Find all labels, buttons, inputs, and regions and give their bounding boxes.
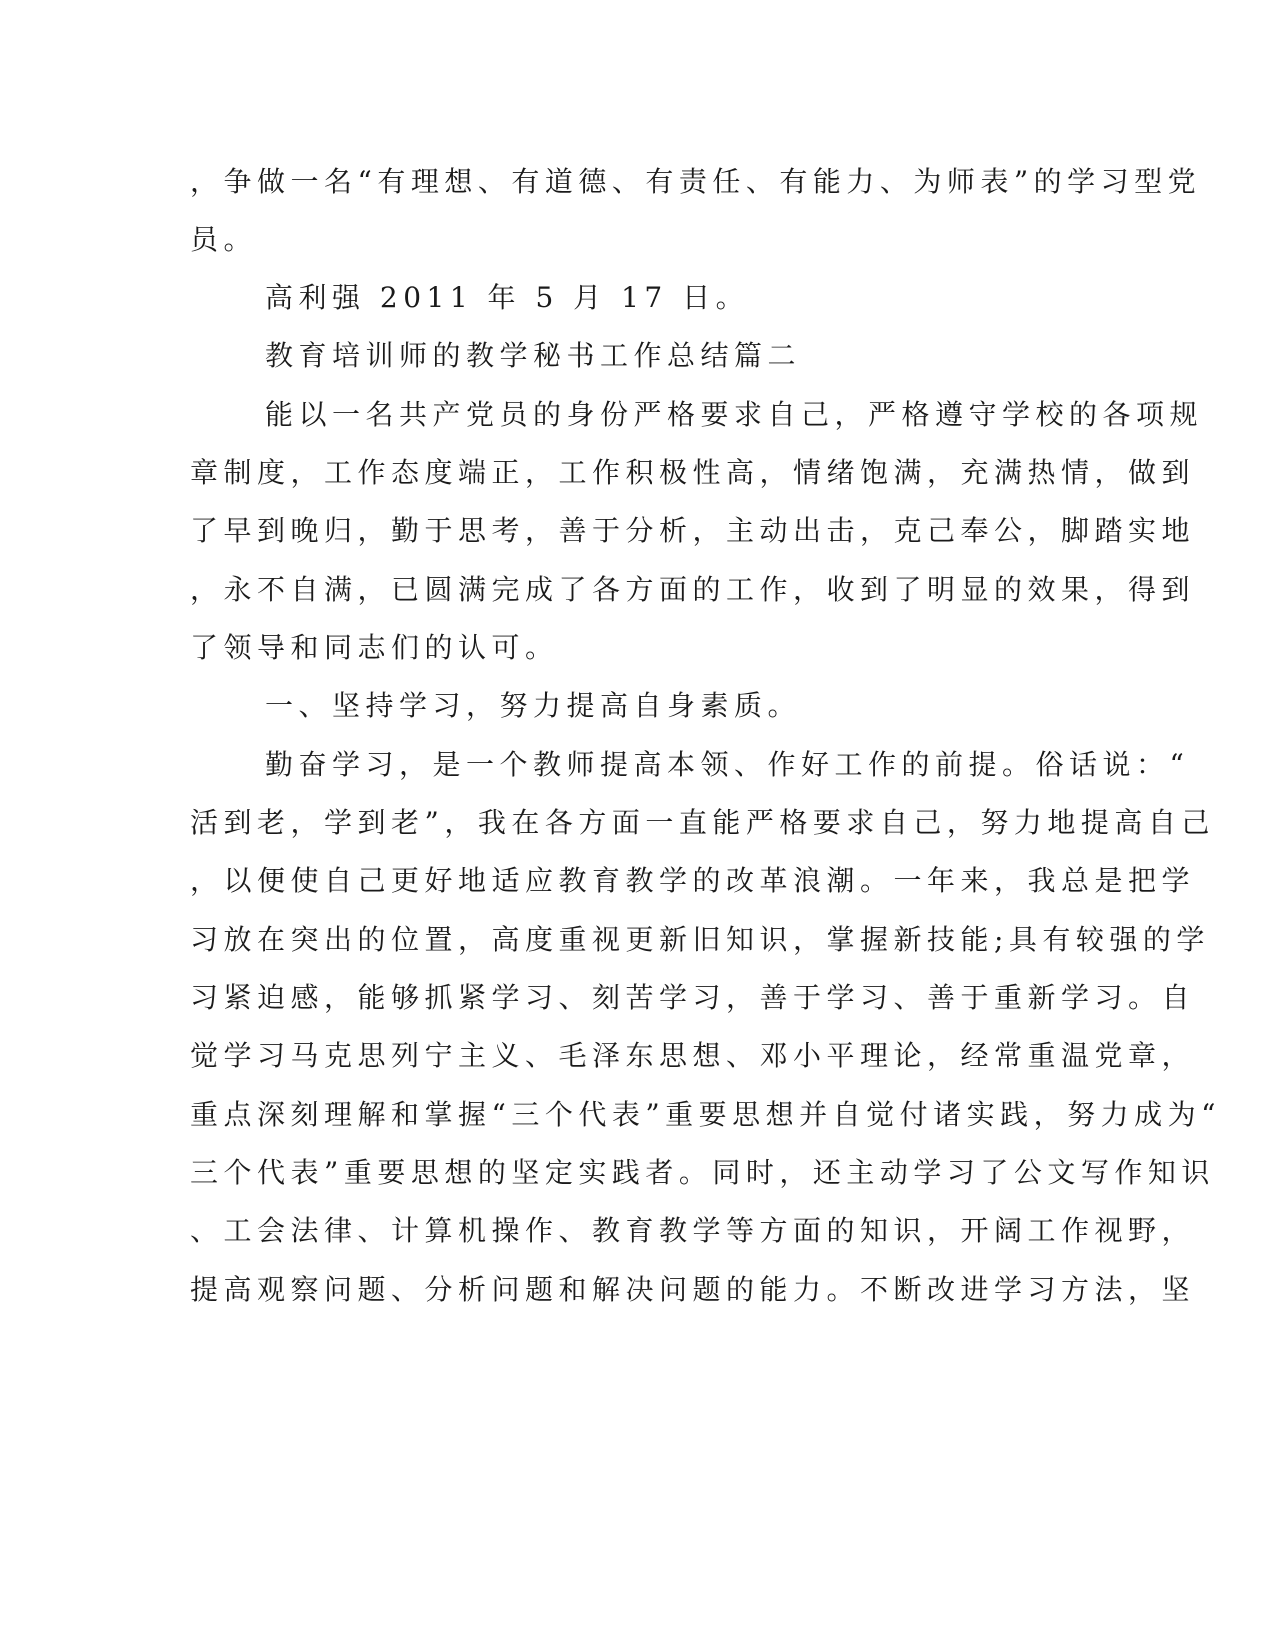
text-line: 章制度，工作态度端正，工作积极性高，情绪饱满，充满热情，做到 [190, 456, 1196, 489]
text-line: 活到老，学到老”，我在各方面一直能严格要求自己，努力地提高自己 [190, 806, 1215, 839]
subsection-heading: 一、坚持学习，努力提高自身素质。 [265, 689, 802, 722]
text-line: 提高观察问题、分析问题和解决问题的能力。不断改进学习方法，坚 [190, 1273, 1196, 1306]
text-line: 觉学习马克思列宁主义、毛泽东思想、邓小平理论，经常重温党章， [190, 1039, 1196, 1072]
text-line: ，以便使自己更好地适应教育教学的改革浪潮。一年来，我总是把学 [190, 864, 1196, 897]
text-line: 、工会法律、计算机操作、教育教学等方面的知识，开阔工作视野， [190, 1214, 1196, 1247]
text-line: 重点深刻理解和掌握“三个代表”重要思想并自觉付诸实践，努力成为“ [190, 1098, 1221, 1131]
text-line: ，永不自满，已圆满完成了各方面的工作，收到了明显的效果，得到 [190, 573, 1196, 606]
text-line: 员。 [190, 223, 258, 256]
text-line: 习紧迫感，能够抓紧学习、刻苦学习，善于学习、善于重新学习。自 [190, 981, 1196, 1014]
text-line: 了领导和同志们的认可。 [190, 631, 559, 664]
paragraph-start: 能以一名共产党员的身份严格要求自己，严格遵守学校的各项规 [265, 398, 1204, 431]
text-line: ，争做一名“有理想、有道德、有责任、有能力、为师表”的学习型党 [190, 165, 1202, 198]
text-line: 了早到晚归，勤于思考，善于分析，主动出击，克己奉公，脚踏实地 [190, 514, 1196, 547]
paragraph-start: 勤奋学习，是一个教师提高本领、作好工作的前提。俗话说：“ [265, 748, 1190, 781]
text-line: 习放在突出的位置，高度重视更新旧知识，掌握新技能;具有较强的学 [190, 923, 1210, 956]
section-heading: 教育培训师的教学秘书工作总结篇二 [265, 339, 802, 372]
signature-date-line: 高利强 2011 年 5 月 17 日。 [265, 281, 750, 314]
text-line: 三个代表”重要思想的坚定实践者。同时，还主动学习了公文写作知识 [190, 1156, 1215, 1189]
